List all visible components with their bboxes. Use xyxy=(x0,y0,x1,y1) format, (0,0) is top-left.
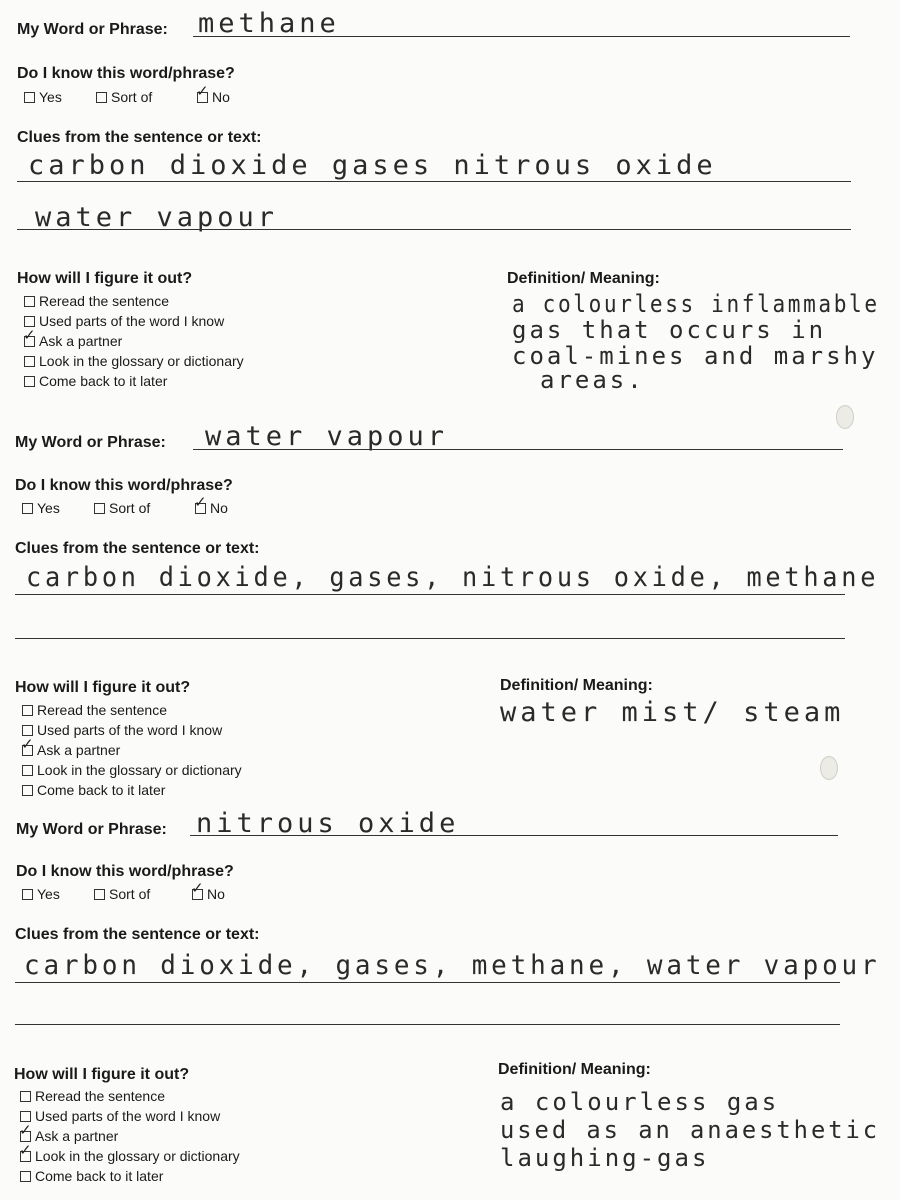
clue-rule-1 xyxy=(15,594,845,595)
know-option-no[interactable]: ✓ No xyxy=(192,886,225,902)
word-answer: methane xyxy=(198,8,340,39)
clue-rule-1 xyxy=(17,181,851,182)
know-option-sort-of[interactable]: Sort of xyxy=(96,89,152,105)
strategy-reread[interactable]: Reread the sentence xyxy=(24,293,169,309)
know-label: Do I know this word/phrase? xyxy=(17,65,235,82)
checkbox-icon[interactable] xyxy=(94,889,105,900)
clue-rule-1 xyxy=(15,982,840,983)
word-label: My Word or Phrase: xyxy=(15,434,166,451)
strategy-ask-partner[interactable]: ✓Ask a partner xyxy=(24,333,122,349)
word-label: My Word or Phrase: xyxy=(16,821,167,838)
punch-hole xyxy=(836,405,854,429)
know-label: Do I know this word/phrase? xyxy=(16,863,234,880)
checkbox-icon[interactable] xyxy=(24,356,35,367)
strategy-come-back[interactable]: Come back to it later xyxy=(22,782,165,798)
clue-line-2: water vapour xyxy=(35,202,279,233)
know-option-no[interactable]: ✓ No xyxy=(195,500,228,516)
strategy-come-back[interactable]: Come back to it later xyxy=(20,1168,163,1184)
definition-label: Definition/ Meaning: xyxy=(507,270,660,287)
definition-line-2: used as an anaesthetic xyxy=(500,1116,881,1144)
know-option-sort-of[interactable]: Sort of xyxy=(94,500,150,516)
clues-label: Clues from the sentence or text: xyxy=(15,926,260,943)
checkbox-icon[interactable] xyxy=(24,376,35,387)
checkbox-checked-icon[interactable] xyxy=(24,336,35,347)
word-line xyxy=(190,835,838,836)
definition-line-2: gas that occurs in xyxy=(512,316,827,344)
definition-line-3: coal-mines and marshy xyxy=(512,342,879,370)
definition-label: Definition/ Meaning: xyxy=(500,677,653,694)
word-line xyxy=(193,449,843,450)
checkbox-icon[interactable] xyxy=(20,1171,31,1182)
checkbox-icon[interactable] xyxy=(22,765,33,776)
checkbox-icon[interactable] xyxy=(22,785,33,796)
strategy-glossary[interactable]: ✓Look in the glossary or dictionary xyxy=(20,1148,240,1164)
word-answer: water vapour xyxy=(205,421,449,452)
strategy-glossary[interactable]: Look in the glossary or dictionary xyxy=(22,762,242,778)
word-label: My Word or Phrase: xyxy=(17,21,168,38)
strategy-word-parts[interactable]: Used parts of the word I know xyxy=(22,722,222,738)
definition-line-1: water mist/ steam xyxy=(500,697,845,728)
checkbox-checked-icon[interactable] xyxy=(197,92,208,103)
know-option-sort-of[interactable]: Sort of xyxy=(94,886,150,902)
strategy-ask-partner[interactable]: ✓Ask a partner xyxy=(22,742,120,758)
word-line xyxy=(193,36,850,37)
clue-rule-2 xyxy=(15,638,845,639)
checkbox-icon[interactable] xyxy=(22,705,33,716)
know-option-yes[interactable]: Yes xyxy=(24,89,62,105)
definition-line-4: areas. xyxy=(540,366,645,394)
figure-label: How will I figure it out? xyxy=(15,679,191,696)
strategy-word-parts[interactable]: Used parts of the word I know xyxy=(24,313,224,329)
checkbox-icon[interactable] xyxy=(24,92,35,103)
checkbox-icon[interactable] xyxy=(94,503,105,514)
checkbox-icon[interactable] xyxy=(96,92,107,103)
strategy-glossary[interactable]: Look in the glossary or dictionary xyxy=(24,353,244,369)
definition-line-1: a colourless gas xyxy=(500,1088,780,1116)
know-option-yes[interactable]: Yes xyxy=(22,886,60,902)
clues-label: Clues from the sentence or text: xyxy=(17,129,262,146)
clue-rule-2 xyxy=(17,229,851,230)
figure-label: How will I figure it out? xyxy=(17,270,193,287)
checkbox-icon[interactable] xyxy=(22,889,33,900)
definition-label: Definition/ Meaning: xyxy=(498,1061,651,1078)
checkbox-checked-icon[interactable] xyxy=(22,745,33,756)
know-label: Do I know this word/phrase? xyxy=(15,477,233,494)
know-option-no[interactable]: ✓ No xyxy=(197,89,230,105)
clue-rule-2 xyxy=(15,1024,840,1025)
word-answer: nitrous oxide xyxy=(196,808,460,839)
definition-line-3: laughing-gas xyxy=(500,1144,710,1172)
strategy-reread[interactable]: Reread the sentence xyxy=(22,702,167,718)
strategy-reread[interactable]: Reread the sentence xyxy=(20,1088,165,1104)
checkbox-checked-icon[interactable] xyxy=(195,503,206,514)
clue-line-1: carbon dioxide gases nitrous oxide xyxy=(28,150,717,181)
clue-line-1: carbon dioxide, gases, nitrous oxide, methane xyxy=(26,562,880,593)
punch-hole xyxy=(820,756,838,780)
checkbox-icon[interactable] xyxy=(22,503,33,514)
strategy-ask-partner[interactable]: ✓Ask a partner xyxy=(20,1128,118,1144)
checkbox-checked-icon[interactable] xyxy=(20,1151,31,1162)
checkbox-icon[interactable] xyxy=(24,296,35,307)
strategy-word-parts[interactable]: Used parts of the word I know xyxy=(20,1108,220,1124)
checkbox-checked-icon[interactable] xyxy=(192,889,203,900)
definition-line-1: a colourless inflammable xyxy=(512,290,880,318)
know-option-yes[interactable]: Yes xyxy=(22,500,60,516)
clue-line-1: carbon dioxide, gases, methane, water vapour xyxy=(24,950,881,981)
clues-label: Clues from the sentence or text: xyxy=(15,540,260,557)
figure-label: How will I figure it out? xyxy=(14,1066,190,1083)
checkbox-icon[interactable] xyxy=(20,1091,31,1102)
strategy-come-back[interactable]: Come back to it later xyxy=(24,373,167,389)
